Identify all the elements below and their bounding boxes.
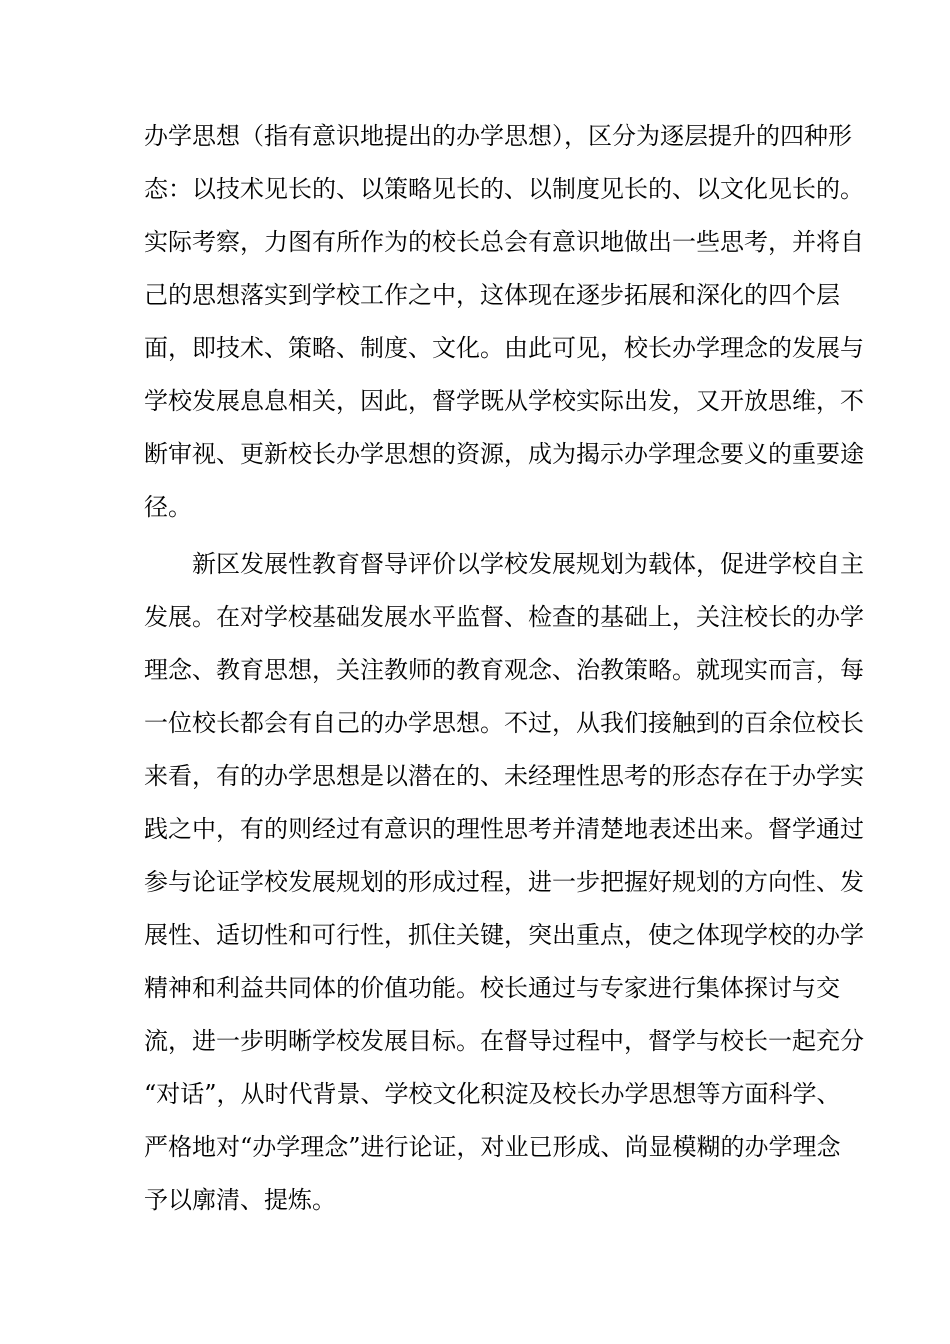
paragraph-line: 来看，有的办学思想是以潜在的、未经理性思考的形态存在于办学实 xyxy=(144,762,864,790)
paragraph-line: 参与论证学校发展规划的形成过程，进一步把握好规划的方向性、发 xyxy=(144,868,864,896)
paragraph-line: 面，即技术、策略、制度、文化。由此可见，校长办学理念的发展与 xyxy=(144,334,864,362)
paragraph-line: 新区发展性教育督导评价以学校发展规划为载体，促进学校自主 xyxy=(192,550,864,578)
paragraph-line: 径。 xyxy=(144,493,192,521)
paragraph-line: 理念、教育思想，关注教师的教育观念、治教策略。就现实而言，每 xyxy=(144,656,864,684)
paragraph-line: 己的思想落实到学校工作之中，这体现在逐步拓展和深化的四个层 xyxy=(144,281,840,309)
paragraph-line: 学校发展息息相关，因此，督学既从学校实际出发，又开放思维，不 xyxy=(144,387,864,415)
paragraph-line: 践之中，有的则经过有意识的理性思考并清楚地表述出来。督学通过 xyxy=(144,815,864,843)
paragraph-line: 一位校长都会有自己的办学思想。不过，从我们接触到的百余位校长 xyxy=(144,709,864,737)
paragraph-line: 断审视、更新校长办学思想的资源，成为揭示办学理念要义的重要途 xyxy=(144,440,864,468)
paragraph-line: 发展。在对学校基础发展水平监督、检查的基础上，关注校长的办学 xyxy=(144,603,864,631)
paragraph-line: 实际考察，力图有所作为的校长总会有意识地做出一些思考，并将自 xyxy=(144,228,864,256)
paragraph-line: 展性、适切性和可行性，抓住关键，突出重点，使之体现学校的办学 xyxy=(144,921,864,949)
paragraph-line: “对话”，从时代背景、学校文化积淀及校长办学思想等方面科学、 xyxy=(144,1080,841,1108)
paragraph-line: 态：以技术见长的、以策略见长的、以制度见长的、以文化见长的。 xyxy=(144,175,864,203)
paragraph-line: 严格地对“办学理念”进行论证，对业已形成、尚显模糊的办学理念 xyxy=(144,1133,841,1161)
paragraph-line: 办学思想（指有意识地提出的办学思想），区分为逐层提升的四种形 xyxy=(144,122,852,150)
paragraph-line: 流，进一步明晰学校发展目标。在督导过程中，督学与校长一起充分 xyxy=(144,1027,864,1055)
paragraph-line: 精神和利益共同体的价值功能。校长通过与专家进行集体探讨与交 xyxy=(144,974,840,1002)
paragraph-line: 予以廓清、提炼。 xyxy=(144,1186,336,1214)
